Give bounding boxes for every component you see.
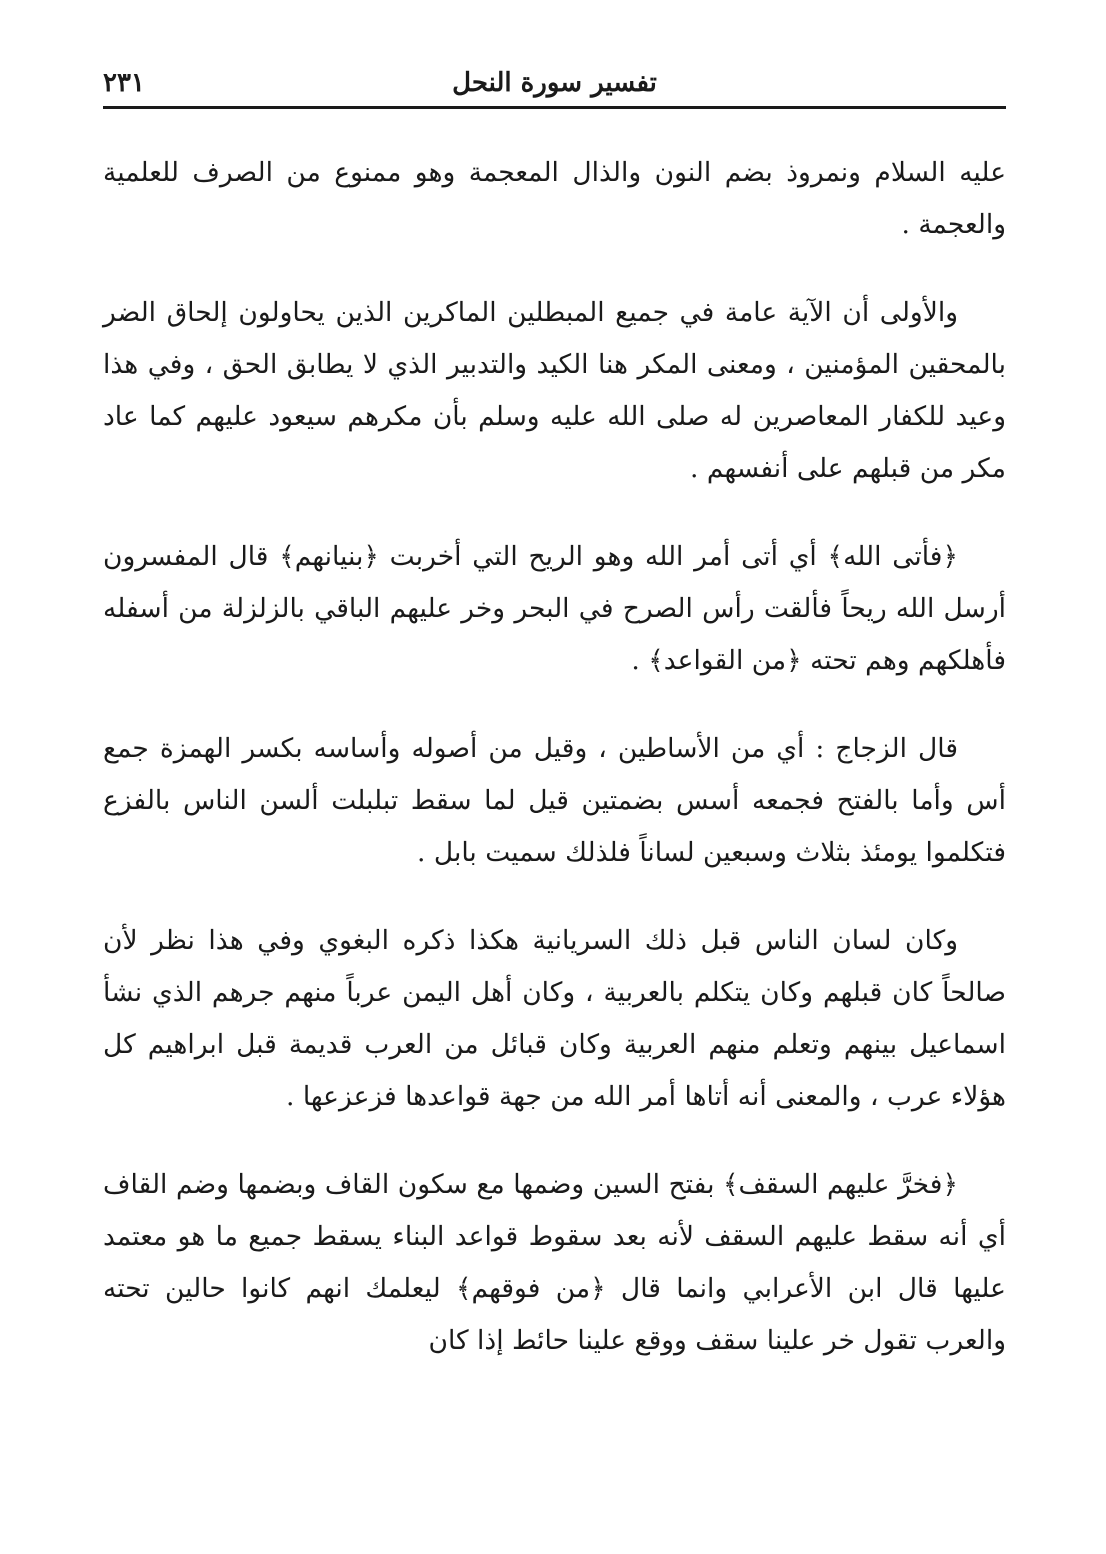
paragraph-5: وكان لسان الناس قبل ذلك السريانية هكذا ذكره البغوي وفي هذا نظر لأن صالحاً كان قبلهم وكان يتكلم بالعربية ، وكان أهل اليمن عرباً منهم جرهم الذي نشأ اسماعيل بينهم وتعلم منهم العربية وكان قبائل من العرب قديمة قبل ابراهيم كل هؤلاء عرب ، والمعنى أنه أتاها أمر الله من جهة قواعدها فزعزعها . (103, 925, 1006, 1112)
paragraph-1: عليه السلام ونمروذ بضم النون والذال المعجمة وهو ممنوع من الصرف للعلمية والعجمة . (103, 157, 1006, 240)
paragraph-6: ﴿فخرَّ عليهم السقف﴾ بفتح السين وضمها مع سكون القاف وبضمها وضم القاف أي أنه سقط عليهم السقف لأنه بعد سقوط قواعد البناء يسقط جميع ما هو معتمد عليها قال ابن الأعرابي وانما قال ﴿من فوقهم﴾ ليعلمك انهم كانوا حالين تحته والعرب تقول خر علينا سقف ووقع علينا حائط إذا كان (103, 1169, 1006, 1356)
page-header (103, 62, 1006, 109)
paragraph-2: والأولى أن الآية عامة في جميع المبطلين الماكرين الذين يحاولون إلحاق الضر بالمحقين المؤمنين ، ومعنى المكر هنا الكيد والتدبير الذي لا يطابق الحق ، وفي هذا وعيد للكفار المعاصرين له صلى الله عليه وسلم بأن مكرهم سيعود عليهم كما عاد مكر من قبلهم على أنفسهم . (103, 297, 1006, 484)
paragraph-4: قال الزجاج : أي من الأساطين ، وقيل من أصوله وأساسه بكسر الهمزة جمع أس وأما بالفتح فجمعه أسس بضمتين قيل لما سقط تبلبلت ألسن الناس بالفزع فتكلموا يومئذ بثلاث وسبعين لساناً فلذلك سميت بابل . (103, 733, 1006, 868)
page-number: ٢٣١ (103, 68, 145, 98)
body-text (103, 147, 1006, 1367)
running-title: تفسير سورة النحل (452, 68, 657, 98)
page (103, 62, 1006, 1532)
paragraph-3: ﴿فأتى الله﴾ أي أتى أمر الله وهو الريح التي أخربت ﴿بنيانهم﴾ قال المفسرون أرسل الله ريحاً فألقت رأس الصرح في البحر وخر عليهم الباقي بالزلزلة من أسفله فأهلكهم وهم تحته ﴿من القواعد﴾ . (103, 541, 1006, 676)
